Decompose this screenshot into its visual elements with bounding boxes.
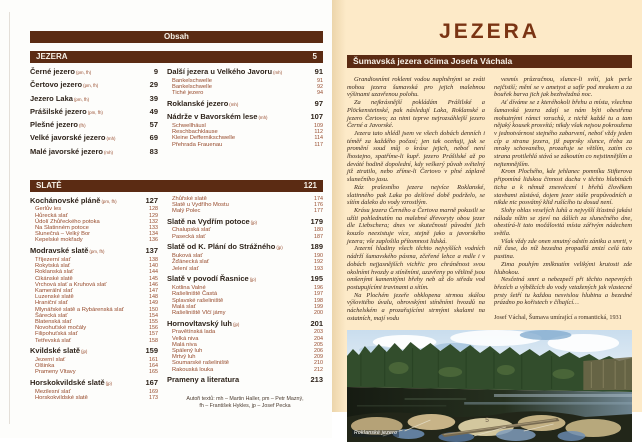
scan-edge-line	[9, 12, 10, 424]
toc-entry-page: 197	[314, 291, 323, 298]
toc-entry-page: 91	[317, 77, 323, 84]
toc-entry-label	[30, 120, 86, 131]
toc-entry-page: 94	[317, 90, 323, 97]
entry-name: Žďánecká slať	[172, 259, 209, 266]
toc-row	[167, 274, 323, 285]
toc-entry-page: 196	[314, 285, 323, 292]
body-column-1	[347, 76, 485, 323]
toc-entry-label	[30, 80, 98, 91]
section-bar-slate	[30, 180, 323, 192]
toc-entry-page: 176	[314, 201, 323, 208]
toc-entry-label	[30, 107, 103, 118]
toc-row	[167, 90, 323, 96]
entry-name: Rašeliniště Častá	[172, 291, 218, 298]
toc-entry-label	[30, 196, 117, 207]
entry-name: Mrtvý luh	[172, 354, 196, 361]
body-paragraph: Nesčetná smrt a nebezpečí při těchto nepevných březích a výběžcích do vody vztažených jak vlastecné prsty šetří tu každou nesvislou hlubinu a bezedné prázdno po kořistech v číhající…	[494, 276, 632, 307]
toc-entry-label	[167, 274, 256, 285]
entry-name: Kamerální slať	[35, 287, 73, 294]
authors-note-line1: Autoři textů: mh – Martin Haller, pm – Petr Mazný,	[186, 396, 304, 403]
toc-entry-page: 201	[310, 318, 323, 328]
toc-entry-page: 147	[149, 287, 158, 294]
entry-name: Malé javorské jezero	[30, 146, 103, 156]
toc-row	[30, 133, 158, 144]
toc-entry-page: 198	[314, 297, 323, 304]
entry-name: Kotlina Valné	[172, 285, 206, 292]
toc-row	[30, 196, 158, 207]
toc-entry-page: 156	[149, 325, 158, 332]
toc-row	[30, 346, 158, 357]
toc-entry-label	[30, 346, 87, 357]
toc-row	[30, 395, 158, 401]
entry-name: Chalupská slať	[172, 227, 211, 234]
toc-entry-page: 179	[310, 216, 323, 226]
authors-note	[167, 396, 323, 409]
chapter-body	[347, 76, 632, 323]
chapter-subheader-label: Šumavská jezera očima Josefa Váchala	[353, 56, 513, 66]
toc-entry-page: 29	[149, 80, 158, 90]
toc-entry-page: 213	[310, 375, 323, 385]
toc-entry-page: 210	[314, 360, 323, 367]
toc-entry-label	[30, 147, 113, 158]
entry-author-tag: (pm, fh)	[89, 249, 105, 255]
entry-name: Modravské slatě	[30, 246, 89, 256]
body-paragraph: Jezerní hladiny všech těchto nejvyšších vodních nádrží šumavského pásma, zčeřené lehce a mdle i v dobách nejjasnějších vichřic pro chráněnost svou okolními hvozdy a stíněními, uzavřeny po většině jsou omšenými kamenitými břehy neb až do středu vod postupujícími travinami a sítím.	[347, 245, 485, 291]
slate-column-2-list	[167, 196, 323, 387]
entry-name: Schwellhäusl	[172, 123, 206, 129]
toc-row	[30, 94, 158, 105]
toc-entry-page: 57	[149, 120, 158, 130]
toc-entry-label	[30, 133, 116, 144]
toc-entry-page: 145	[149, 275, 158, 282]
entry-name: Mlynářské slatě a Rybárenská slať	[35, 306, 124, 313]
entry-name: Zhůřské slatě	[172, 195, 207, 202]
body-paragraph: vesmís průzračnou, slunce-li svítí, jak perle nejčistší; mění se v ametyst a safír pod mrakem a za bouřek barva jich jak bezhvězdná noc.	[494, 76, 632, 99]
toc-entry-page: 203	[314, 329, 323, 336]
entry-name: Spálený luh	[172, 348, 203, 355]
toc-entry-page: 149	[149, 300, 158, 307]
toc-row	[30, 246, 158, 257]
toc-entry-page: 146	[149, 281, 158, 288]
toc-entry-page: 137	[145, 246, 158, 256]
toc-entry-page: 209	[314, 354, 323, 361]
entry-name: Slunečná – Velký Bor	[35, 231, 91, 238]
toc-row	[167, 142, 323, 148]
toc-row	[30, 338, 158, 344]
entry-name: Luzenské slatě	[35, 294, 74, 301]
toc-entry-page: 83	[149, 146, 158, 156]
toc-row	[167, 266, 323, 272]
page-number: 5	[485, 417, 489, 424]
toc-entry-page: 138	[149, 256, 158, 263]
toc-entry-label	[167, 67, 282, 78]
toc-entry-page: 109	[314, 123, 323, 129]
entry-name: Prameny a literatura	[167, 375, 240, 385]
toc-entry-label	[172, 367, 214, 373]
body-paragraph: Za nejkrásnější pokládám Prášilské a Plöckensteinské, pak následují Laka, Roklanské a jezero Čertovo; za nimi teprve nejrozsáhlejší jezero Černé a Javorské.	[347, 99, 485, 130]
entry-name: Černé jezero	[30, 67, 76, 76]
entry-name: Další jezera u Velkého Javoru	[167, 67, 273, 76]
entry-name: Jezerní slať	[35, 357, 66, 364]
toc-entry-page: 173	[149, 395, 158, 402]
toc-entry-page: 49	[149, 106, 158, 116]
entry-name: Přehrada Frauenau	[172, 141, 223, 148]
toc-entry-page: 91	[314, 67, 323, 76]
toc-row	[167, 234, 323, 240]
entry-name: Šárecká slať	[35, 312, 68, 319]
section-bar-jezera	[30, 51, 323, 63]
toc-entry-page: 112	[314, 129, 323, 136]
entry-name: Slatě na Vydřím potoce	[167, 216, 250, 226]
toc-section-jezera	[30, 51, 323, 158]
toc-entry-label	[167, 375, 240, 386]
toc-row	[30, 369, 158, 375]
toc-entry-page: 69	[149, 133, 158, 143]
body-paragraph: Ať díváme se z kteréhokoli břehu a místa, všechna šumavská jezera zdají se nám býti obestřena mohutnými rámci vzruchů, z nichž každé tu a tam nějaký kousek prosvítá; nikdy však nejsou pokroužena v jednotvárnost stejného zabarvení, neboť vždy jeden cíp a strana jezera, již paprsky slunce, třeba za mraky schovaného, prozařuje se větším, zatím co strana protilehlá stává se zákoutím co nejstinnějším a nejtemnějším.	[494, 99, 632, 168]
body-column-2	[494, 76, 632, 323]
toc-entry-label	[172, 266, 200, 272]
toc-entry-page: 134	[149, 231, 158, 238]
toc-entry-page: 107	[310, 112, 323, 122]
toc-entry-page: 154	[149, 312, 158, 319]
authors-note-line2: fh – František Hykles, jp – Josef Pecka	[199, 402, 291, 409]
toc-row	[30, 107, 158, 118]
entry-name: Gerlův les	[35, 206, 62, 213]
lake-photo-illustration	[347, 330, 632, 442]
body-paragraph: Krom Plochého, kde jehlanec pomníku Stifterova připomíná lidskou činnost ducha v těchto hlubinách ticha a k němuž znesvěcení i břehů člověkem stavbami zůstává, dojem jezer stále prapůvodních a nikde nic posvátný klid rušícího tu dosud není.	[494, 168, 632, 207]
jezera-column-2	[167, 67, 323, 158]
entry-name: Na Slatinném potoce	[35, 224, 89, 231]
toc-entry-label	[167, 319, 239, 330]
entry-name: Malá slať	[172, 303, 196, 310]
chapter-page	[332, 0, 642, 436]
toc-entry-label	[172, 310, 226, 316]
entry-name: Tříjezerní slať	[35, 256, 71, 263]
quote-attribution: Josef Váchal, Šumava umírající a romantická, 1931	[494, 314, 622, 322]
body-paragraph: Grandiosními roklemi vodou naplněnými se zváti mohou jezera šumavská pro jejich malebnou výšinami uzavřenou polohu.	[347, 76, 485, 99]
entry-name: Soumarské rašeliniště	[172, 360, 230, 367]
entry-name: Kvildské slatě	[30, 346, 81, 356]
entry-name: Cikánské slatě	[35, 275, 73, 282]
entry-name: Tiché jezero	[172, 90, 204, 97]
body-paragraph: Jezera tato shlédl jsem ve všech dobách denních i téměř za každého počasí; jen tak oceňuji, jak se promění soud můj o kráse jejich, neboť není lhostejno, spatříme-li kupř. jezero Prášilské až po deváté hodině dopolední, kdy veškerý půvab světelný již ztratilo, nebo zříme-li Čertovo v plné záplavě slunečního jasu.	[347, 129, 485, 184]
toc-entry-label	[35, 338, 72, 344]
body-paragraph: Slohy oblas veselých luhů a nejvyšší šťastná jakási nálada nížin se zjeví na dálích za slunečného dne, obestírá-li tato močálovitá místa zářivým nádechem světla.	[494, 206, 632, 238]
section-title: SLATĚ	[36, 180, 62, 190]
toc-entry-page: 150	[149, 306, 158, 313]
body-paragraph: Krásu jezera Černého a Čertova marně pokusili se užíti pohlednutím na malebné dřevoryty obou jezer dle Liebschera; dnes ve skutečnosti původní jich kouzlo neexistuje více, stejně jako u javorského jezera; vše zaplošila přítomnost lidská.	[347, 206, 485, 245]
toc-entry-page: 39	[149, 93, 158, 103]
entry-name: Prameny Vltavy	[35, 369, 76, 376]
entry-author-tag: (pm, fh)	[83, 83, 99, 89]
toc-entry-page: 180	[314, 227, 323, 234]
toc-entry-page: 187	[314, 233, 323, 240]
toc-entry-page: 159	[145, 346, 158, 356]
entry-name: Slatě v povodí Řasnice	[167, 274, 249, 284]
toc-entry-page: 190	[314, 253, 323, 260]
toc-row	[167, 208, 323, 214]
entry-name: Slatě od K. Plání do Strážného	[167, 242, 276, 252]
toc-section-slate	[30, 180, 323, 410]
entry-name: Rakouská louka	[172, 366, 214, 373]
toc-header-bar	[30, 31, 323, 43]
toc-entry-page: 129	[149, 212, 158, 219]
entry-name: Roklanské jezero	[167, 98, 229, 108]
toc-entry-label	[167, 242, 283, 253]
entry-name: Malá niva	[172, 341, 197, 348]
toc-entry-page: 165	[149, 369, 158, 376]
entry-name: Kleine Deffernikschwelle	[172, 135, 236, 142]
entry-name: Malý Polec	[172, 207, 201, 214]
entry-author-tag: (mh)	[106, 136, 116, 142]
entry-name: Údolí Zhůřeckého potoka	[35, 218, 100, 225]
entry-name: Bankelschwelle	[172, 84, 212, 90]
photo-caption: Roklanské jezero	[354, 429, 398, 436]
toc-entry-page: 128	[149, 206, 158, 213]
entry-name: Tetřevská slať	[35, 337, 72, 344]
entry-name: Mezilesní slať	[35, 388, 71, 395]
section-title: JEZERA	[36, 52, 68, 61]
toc-entry-page: 205	[314, 341, 323, 348]
toc-row	[30, 378, 158, 389]
toc-row	[30, 237, 158, 243]
toc-entry-page: 189	[310, 242, 323, 252]
entry-name: Kochánovské pláně	[30, 195, 101, 205]
toc-entry-page: 158	[149, 337, 158, 344]
entry-name: Horskokvildské slatě	[35, 395, 88, 402]
toc-row	[30, 147, 158, 158]
entry-name: Čertovo jezero	[30, 80, 83, 90]
body-paragraph: Na Plochém jezeře obklopena strmou skálou výšovitého úvalu, obrovskými stíněními hvozdů na náchelském a prozařujícími strmými skalami na ostatních, mají vodu	[347, 291, 485, 322]
entry-author-tag: (pm, fh)	[76, 70, 92, 75]
entry-name: Olšinka	[35, 363, 55, 370]
entry-name: Kepelské mokřady	[35, 237, 83, 244]
entry-author-tag: (jp)	[250, 219, 258, 225]
toc-entry-page: 140	[149, 263, 158, 270]
jezera-column-1	[30, 67, 158, 158]
entry-author-tag: (jp)	[249, 277, 257, 283]
entry-author-tag: (jp)	[105, 381, 112, 387]
entry-author-tag: (mh)	[103, 149, 113, 155]
entry-author-tag: (jp)	[276, 245, 283, 251]
toc-entry-label	[35, 237, 84, 243]
toc-entry-label	[172, 142, 223, 148]
toc-entry-page: 155	[149, 318, 158, 325]
entry-name: Horskokvildské slatě	[30, 378, 105, 388]
entry-name: Velká niva	[172, 335, 199, 342]
toc-entry-page: 148	[149, 294, 158, 301]
toc-entry-page: 117	[314, 141, 323, 148]
entry-name: Jezero Laka	[30, 93, 73, 103]
toc-entry-page: 204	[314, 335, 323, 342]
section-page: 121	[303, 180, 317, 190]
entry-name: Splavské rašeliniště	[172, 297, 224, 304]
entry-name: Bankelschwelle	[172, 77, 212, 84]
entry-name: Rašeliniště Vlčí jámy	[172, 309, 226, 316]
toc-entry-label	[30, 378, 112, 389]
entry-name: Pravětínská lada	[172, 329, 216, 336]
toc-row	[167, 310, 323, 316]
toc-entry-label	[167, 217, 257, 228]
entry-name: Novohuťské močály	[35, 325, 87, 332]
toc-entry-page: 161	[149, 357, 158, 364]
entry-name: Hraniční slať	[35, 300, 68, 307]
toc-row	[167, 67, 323, 78]
toc-entry-page: 157	[149, 331, 158, 338]
entry-name: Filipohuťská slať	[35, 331, 78, 338]
toc-row	[30, 67, 158, 78]
toc-entry-page: 193	[314, 265, 323, 272]
chapter-title: JEZERA	[439, 20, 540, 43]
entry-name: Hůrecká slať	[35, 212, 68, 219]
entry-name: Nádrže v Bavorském lese	[167, 112, 258, 122]
toc-row	[30, 80, 158, 91]
toc-entry-page: 192	[314, 259, 323, 266]
entry-name: Pasecká slať	[172, 233, 206, 240]
toc-entry-page: 136	[149, 237, 158, 244]
entry-author-tag: (mh)	[273, 70, 283, 75]
toc-entry-page: 92	[317, 84, 323, 90]
toc-entry-page: 127	[145, 195, 158, 205]
slate-column-2	[167, 196, 323, 410]
toc-entry-label	[30, 246, 105, 257]
lake-photo	[347, 330, 632, 442]
entry-name: Hornovltavský luh	[167, 318, 233, 328]
toc-entry-page: 177	[314, 207, 323, 214]
entry-author-tag: (jp)	[81, 349, 88, 355]
toc-row	[167, 319, 323, 330]
entry-author-tag: (pm, fh)	[87, 109, 103, 115]
entry-name: Plešné jezero	[30, 120, 78, 130]
toc-row	[30, 120, 158, 131]
toc-entry-page: 114	[314, 135, 323, 142]
entry-name: Blatenská slať	[35, 318, 72, 325]
entry-author-tag: (pm, fh)	[101, 198, 117, 204]
toc-entry-page: 174	[314, 195, 323, 202]
toc-entry-label	[35, 369, 77, 375]
toc-entry-page: 133	[149, 224, 158, 231]
toc-row	[167, 99, 323, 110]
body-paragraph: Ráz pralesního jezera nejvíce Roklanské, slatinného pak Laka po dešťové době podrželo, se sítím daleko do vody vzrostlým.	[347, 183, 485, 207]
toc-entry-page: 164	[149, 363, 158, 370]
entry-name: Jelení slať	[172, 265, 199, 272]
chapter-subheader-bar	[347, 55, 632, 68]
entry-name: Reschbachklause	[172, 129, 218, 136]
body-column-2-text	[494, 76, 632, 307]
body-paragraph: Však vždy zde onen smutný odstín zániku a smrti, v níž čase, do níž bezedna propadlá zmizí celá tato pustina.	[494, 237, 632, 261]
slate-column-1	[30, 196, 158, 410]
toc-entry-page: 195	[310, 274, 323, 284]
toc-entry-label	[30, 94, 89, 105]
toc-entry-page: 9	[153, 67, 158, 76]
entry-author-tag: (mh)	[258, 115, 268, 121]
toc-entry-page: 167	[145, 378, 158, 388]
entry-author-tag: (jp)	[233, 321, 240, 327]
toc-entry-page: 144	[149, 269, 158, 276]
toc-row	[167, 367, 323, 373]
toc-entry-page: 199	[314, 303, 323, 310]
section-page: 5	[312, 52, 317, 61]
body-paragraph: Zima pouhým zmlknutím velikými krutosti zde hlubokou.	[494, 260, 632, 276]
toc-entry-page: 206	[314, 348, 323, 355]
toc-entry-label	[30, 67, 91, 78]
toc-entry-label	[167, 99, 238, 110]
toc-entry-label	[172, 90, 204, 96]
toc-entry-label	[172, 234, 206, 240]
entry-name: Rokytská slať	[35, 263, 71, 270]
entry-name: Velké javorské jezero	[30, 133, 106, 143]
toc-entry-page: 132	[149, 218, 158, 225]
entry-name: Roklanská slať	[35, 269, 74, 276]
toc-row	[167, 112, 323, 123]
toc-header-label: Obsah	[164, 32, 189, 41]
toc-row	[167, 375, 323, 386]
toc-entry-label	[35, 395, 89, 401]
entry-name: Buková slať	[172, 253, 203, 260]
entry-author-tag: (fh)	[78, 123, 86, 129]
entry-author-tag: (mh)	[229, 101, 239, 107]
toc-entry-page: 212	[314, 366, 323, 373]
toc-entry-page: 97	[314, 98, 323, 108]
entry-name: Prášilské jezero	[30, 106, 87, 116]
entry-author-tag: (pm, fh)	[73, 96, 90, 102]
toc-entry-page: 169	[149, 388, 158, 395]
toc-entry-label	[172, 208, 201, 214]
entry-name: Slatě u Vydřího Mostu	[172, 201, 229, 208]
toc-entry-label	[167, 112, 268, 123]
toc-entry-page: 200	[314, 309, 323, 316]
entry-name: Vrchová slať a Kruhová slať	[35, 281, 107, 288]
toc-row	[167, 217, 323, 228]
toc-row	[167, 242, 323, 253]
